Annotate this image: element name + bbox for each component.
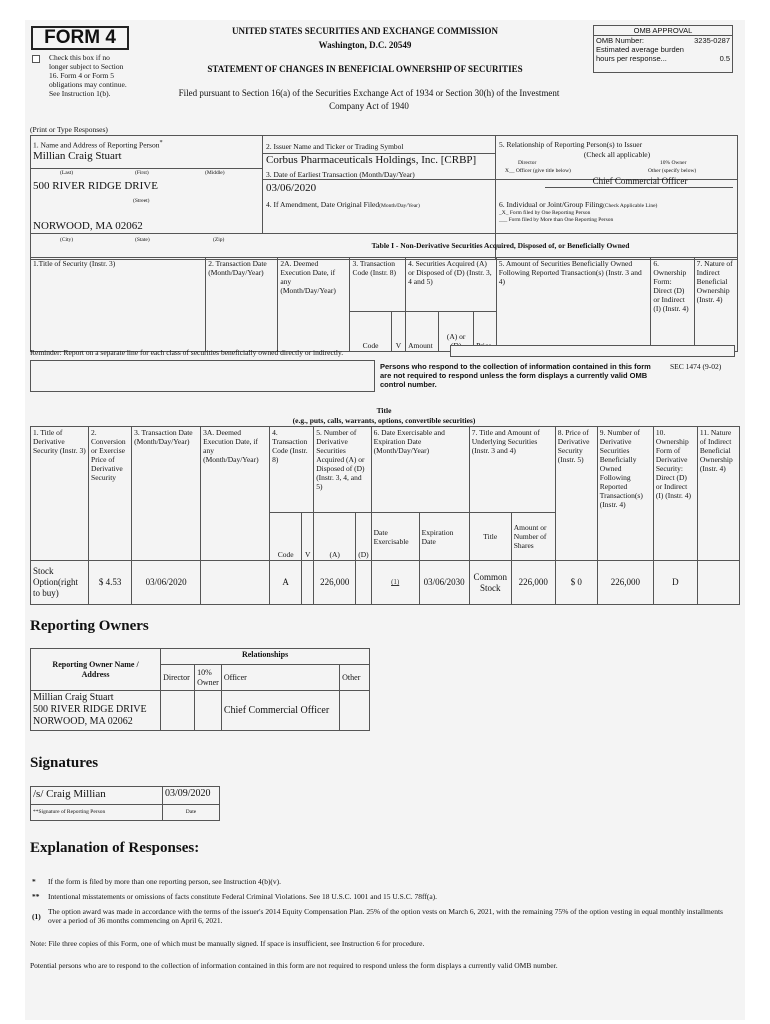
- filed-pursuant-line-1: Filed pursuant to Section 16(a) of the Securities Exchange Act of 1934 or Section 30(h) of the Investment: [178, 88, 560, 98]
- potential-persons-note: Potential persons who are to respond to the collection of information contained in this form are not required to respond unless the form displays a currently valid OMB number.: [30, 961, 558, 970]
- box5-sub: (Check all applicable): [583, 150, 651, 159]
- t2-row-expiration: 03/06/2030: [419, 561, 469, 605]
- city-label: (City): [60, 237, 74, 243]
- t2-col8: 8. Price of Derivative Security (Instr. 5): [555, 427, 597, 561]
- t2-col4: 4. Transaction Code (Instr. 8): [270, 427, 314, 513]
- print-or-type-note: (Print or Type Responses): [30, 125, 108, 134]
- persons-notice: Persons who respond to the collection of information contained in this form are not required to respond unless the form displays a currently valid OMB control number.: [380, 362, 651, 389]
- note3-text: The option award was made in accordance with the terms of the issuer's 2014 Equity Compensation Plan. 25% of the option vests on March 6, 2021, with the remaining 75% of the option vesting in equal monthly installments over a period of 36 months commencing on April 6, 2021.: [48, 907, 723, 925]
- statement-title: STATEMENT OF CHANGES IN BENEFICIAL OWNERSHIP OF SECURITIES: [207, 64, 523, 74]
- omb-hours-label: hours per response...: [596, 54, 667, 63]
- t2-row-security: Stock Option(right to buy): [31, 561, 89, 605]
- ro-tenpct-header: 10% Owner: [195, 665, 222, 691]
- box5-label: 5. Relationship of Reporting Person(s) to Issuer: [499, 140, 643, 149]
- omb-approval-box: [593, 25, 733, 73]
- earliest-transaction-date: 03/06/2020: [266, 182, 317, 194]
- t2-v: V: [302, 513, 314, 561]
- t2-col3a: 3A. Deemed Execution Date, if any (Month/Day/Year): [201, 427, 270, 561]
- t2-date-exercisable: Date Exercisable: [371, 513, 419, 561]
- t1-col4: 4. Securities Acquired (A) or Disposed of (D) (Instr. 3, 4 and 5): [406, 258, 497, 312]
- filing-option-more: ___ Form filed by More than One Reporting Person: [499, 217, 614, 223]
- t1-v: V: [391, 312, 405, 352]
- table1-non-derivative: [30, 257, 738, 352]
- note-file-copies: Note: File three copies of this Form, one of which must be manually signed. If space is insufficient, see Instruction 6 for procedure.: [30, 939, 425, 948]
- t2-amount-shares: Amount or Number of Shares: [511, 513, 555, 561]
- explanation-heading: Explanation of Responses:: [30, 840, 200, 856]
- t2-row-ownership-form: D: [653, 561, 697, 605]
- box2-label: 2. Issuer Name and Ticker or Trading Symbol: [266, 142, 404, 151]
- t2-row-price: $ 4.53: [89, 561, 132, 605]
- t1-col2: 2. Transaction Date (Month/Day/Year): [206, 258, 278, 352]
- check-box-text: Check this box if no longer subject to Section 16. Form 4 or Form 5 obligations may continue. See Instruction 1(b).: [49, 53, 127, 98]
- signature-date-label: Date: [163, 805, 220, 821]
- t2-row-acquired: 226,000: [314, 561, 356, 605]
- reminder-blank-box: [450, 345, 735, 357]
- t1-col3: 3. Transaction Code (Instr. 8): [350, 258, 406, 312]
- table2-title: Title: [376, 406, 392, 415]
- street-value: 500 RIVER RIDGE DRIVE: [33, 180, 158, 192]
- ro-director-cell: [161, 691, 195, 731]
- reporting-person-name: Millian Craig Stuart: [33, 150, 122, 162]
- t2-row-underlying-title: Common Stock: [469, 561, 511, 605]
- officer-option: X__ Officer (give title below): [505, 168, 571, 174]
- ro-other-header: Other: [340, 665, 370, 691]
- t2-row-nature: [697, 561, 739, 605]
- ro-owner-line1: Millian Craig Stuart: [33, 692, 114, 703]
- signature-date: 03/09/2020: [163, 787, 220, 805]
- t2-row-disposed: [356, 561, 371, 605]
- t2-row-deriv-price: $ 0: [555, 561, 597, 605]
- table-row: [31, 561, 740, 605]
- state-label: (State): [135, 237, 150, 243]
- signatures-heading: Signatures: [30, 755, 99, 771]
- t1-code: Code: [350, 312, 391, 352]
- t1-col1: 1.Title of Security (Instr. 3): [31, 258, 206, 352]
- blank-entry-box: [30, 360, 375, 392]
- table1-title: Table I - Non-Derivative Securities Acquired, Disposed of, or Beneficially Owned: [371, 241, 630, 250]
- t2-row-underlying-amount: 226,000: [511, 561, 555, 605]
- t2-col7: 7. Title and Amount of Underlying Securities (Instr. 3 and 4): [469, 427, 555, 513]
- table2-derivative: [30, 426, 740, 605]
- other-option: Other (specify below): [648, 168, 697, 174]
- ro-tenpct-cell: [195, 691, 222, 731]
- commission-title: UNITED STATES SECURITIES AND EXCHANGE COMMISSION: [232, 26, 498, 36]
- t2-col5: 5. Number of Derivative Securities Acquired (A) or Disposed of (D) (Instr. 3, 4, and 5): [314, 427, 371, 513]
- officer-title: Chief Commercial Officer: [592, 176, 688, 186]
- director-option: Director: [518, 160, 537, 166]
- t1-col2a: 2A. Deemed Execution Date, if any (Month/Day/Year): [278, 258, 350, 352]
- issuer-name: Corbus Pharmaceuticals Holdings, Inc. [CRBP]: [266, 154, 477, 166]
- t2-col1: 1. Title of Derivative Security (Instr. 3): [31, 427, 89, 561]
- last-label: (Last): [60, 170, 74, 176]
- street-label: (Street): [133, 198, 150, 204]
- middle-label: (Middle): [205, 170, 225, 176]
- t2-expiration: Expiration Date: [419, 513, 469, 561]
- t2-col6: 6. Date Exercisable and Expiration Date (Month/Day/Year): [371, 427, 469, 513]
- omb-number-value: 3235-0287: [694, 36, 730, 45]
- t2-col2: 2. Conversion or Exercise Price of Derivative Security: [89, 427, 132, 561]
- box1-label: 1. Name and Address of Reporting Person*: [33, 139, 163, 150]
- t2-col9: 9. Number of Derivative Securities Beneficially Owned Following Reported Transaction(s) (Instr. 4): [597, 427, 653, 561]
- form-page: [25, 20, 745, 1020]
- city-state-zip-value: NORWOOD, MA 02062: [33, 220, 143, 232]
- omb-burden-label: Estimated average burden: [596, 45, 684, 54]
- ten-percent-option: 10% Owner: [660, 160, 687, 166]
- t2-row-deemed: [201, 561, 270, 605]
- ro-director-header: Director: [161, 665, 195, 691]
- t1-col7: 7. Nature of Indirect Beneficial Ownership (Instr. 4): [694, 258, 737, 352]
- note3-mark: (1): [32, 912, 41, 921]
- box4-label: 4. If Amendment, Date Original Filed(Month/Day/Year): [266, 200, 420, 209]
- t2-row-v: [302, 561, 314, 605]
- sec-code: SEC 1474 (9-02): [670, 362, 722, 371]
- note2-text: Intentional misstatements or omissions of facts constitute Federal Criminal Violations. See 18 U.S.C. 1001 and 15 U.S.C. 78ff(a).: [48, 892, 438, 901]
- table-row: [31, 691, 370, 731]
- omb-hours-value: 0.5: [719, 54, 730, 63]
- t2-row-owned-after: 226,000: [597, 561, 653, 605]
- ro-owner-line2: 500 RIVER RIDGE DRIVE: [33, 704, 147, 715]
- ro-owner: [31, 691, 161, 731]
- box3-label: 3. Date of Earliest Transaction (Month/Day/Year): [266, 170, 415, 179]
- t1-aord: (A) or: [439, 312, 474, 352]
- signature-label: **Signature of Reporting Person: [31, 805, 163, 821]
- filing-option-one: _X_ Form filed by One Reporting Person: [499, 210, 591, 216]
- omb-number-label: OMB Number:: [596, 36, 644, 45]
- form-title-box: [31, 26, 129, 50]
- commission-location: Washington, D.C. 20549: [318, 40, 412, 50]
- t2-row-date-exercisable-link[interactable]: (1): [371, 561, 419, 605]
- t1-col5: 5. Amount of Securities Beneficially Owned Following Reported Transaction(s) (Instr. 3 and 4): [496, 258, 651, 352]
- reporting-owners-heading: Reporting Owners: [30, 618, 149, 634]
- note2-mark: **: [32, 892, 40, 901]
- note1-text: If the form is filed by more than one reporting person, see Instruction 4(b)(v).: [48, 877, 282, 886]
- note1-mark: *: [32, 877, 36, 886]
- ro-relationships-header: Relationships: [161, 649, 370, 665]
- t2-title: Title: [469, 513, 511, 561]
- t2-col10: 10. Ownership Form of Derivative Security: Direct (D) or Indirect (I) (Instr. 4): [653, 427, 697, 561]
- t2-row-date: 03/06/2020: [132, 561, 201, 605]
- t2-d: (D): [356, 513, 371, 561]
- filed-pursuant-line-2: Company Act of 1940: [329, 101, 409, 111]
- no-longer-subject-checkbox[interactable]: [32, 55, 40, 63]
- ro-name-header: Reporting Owner Name / Address: [31, 649, 161, 691]
- ro-other-cell: [340, 691, 370, 731]
- t1-amount: Amount: [406, 312, 439, 352]
- table2-subtitle: (e.g., puts, calls, warrants, options, convertible securities): [292, 416, 476, 425]
- signature-value: /s/ Craig Millian: [31, 787, 163, 805]
- box6-label: 6. Individual or Joint/Group Filing(Check Applicable Line): [499, 200, 658, 209]
- first-label: (First): [135, 170, 149, 176]
- t2-row-code: A: [270, 561, 302, 605]
- reporting-owners-table: [30, 648, 370, 731]
- signatures-table: [30, 786, 220, 821]
- form-title: FORM 4: [44, 27, 116, 48]
- t2-a: (A): [314, 513, 356, 561]
- zip-label: (Zip): [213, 237, 225, 243]
- ro-officer-cell: Chief Commercial Officer: [221, 691, 339, 731]
- omb-title: OMB APPROVAL: [594, 26, 732, 36]
- t2-col11: 11. Nature of Indirect Beneficial Ownership (Instr. 4): [697, 427, 739, 561]
- t2-code: Code: [270, 513, 302, 561]
- t2-col3: 3. Transaction Date (Month/Day/Year): [132, 427, 201, 561]
- t1-col6: 6. Ownership Form: Direct (D) or Indirect (I) (Instr. 4): [651, 258, 694, 352]
- ro-officer-header: Officer: [221, 665, 339, 691]
- ro-owner-line3: NORWOOD, MA 02062: [33, 716, 133, 727]
- reminder-text: Reminder: Report on a separate line for each class of securities beneficially owned directly or indirectly.: [30, 348, 344, 357]
